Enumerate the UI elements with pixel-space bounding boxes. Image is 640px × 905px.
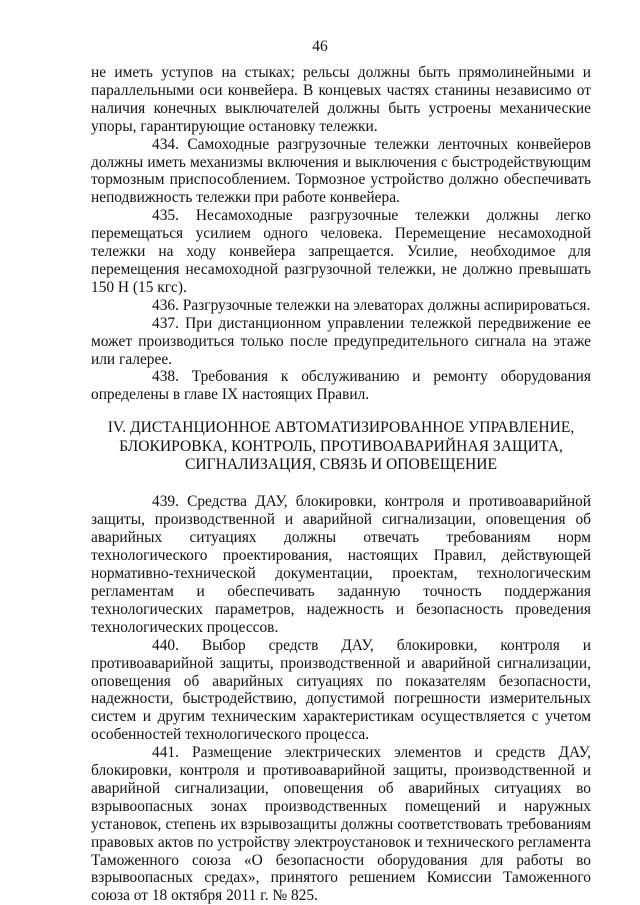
paragraph-440: 440. Выбор средств ДАУ, блокировки, контроля и противоаварийной защиты, производственной и аварийной сигнализации, оповещения об аварийных ситуациях по показателям безопасности, надежности, быстродействию, допустимой погрешности измерительных систем и другим техническим характеристикам осуществляется с учетом особенностей технологического процесса.	[91, 636, 591, 744]
paragraph-439: 439. Средства ДАУ, блокировки, контроля и противоаварийной защиты, производственной и аварийной сигнализации, оповещения об аварийных ситуациях должны отвечать требованиям норм технологического проектирования, настоящих Правил, действующей нормативно-технической документации, проектам, технологическим регламентам и обеспечивать заданную точность поддержания технологических параметров, надежность и безопасность проведения технологических процессов.	[91, 493, 591, 636]
paragraph-434: 434. Самоходные разгрузочные тележки ленточных конвейеров должны иметь механизмы включения и выключения с быстродействующим тормозным приспособлением. Тормозное устройство должно обеспечивать неподвижность тележки при работе конвейера.	[91, 135, 591, 207]
section-heading-line-1: IV. ДИСТАНЦИОННОЕ АВТОМАТИЗИРОВАННОЕ УПРАВЛЕНИЕ,	[107, 419, 575, 437]
paragraph-436: 436. Разгрузочные тележки на элеваторах должны аспирироваться.	[152, 296, 591, 314]
section-heading	[91, 419, 591, 474]
paragraph-437: 437. При дистанционном управлении тележкой передвижение ее может производиться только после предупредительного сигнала на этаже или галерее.	[91, 314, 591, 368]
document-body	[91, 64, 591, 905]
paragraph-435: 435. Несамоходные разгрузочные тележки должны легко перемещаться усилием одного человека. Перемещение несамоходной тележки на ходу конвейера запрещается. Усилие, необходимое для перемещения несамоходной разгрузочной тележки, не должно превышать 150 Н (15 кгс).	[91, 207, 591, 296]
paragraph-continuation: не иметь уступов на стыках; рельсы должны быть прямолинейными и параллельными оси конвейера. В концевых частях станины независимо от наличия конечных выключателей должны быть устроены механические упоры, гарантирующие остановку тележки.	[91, 64, 591, 135]
paragraph-438: 438. Требования к обслуживанию и ремонту оборудования определены в главе IX настоящих Правил.	[91, 368, 591, 404]
page-number: 46	[312, 38, 328, 55]
paragraph-441: 441. Размещение электрических элементов и средств ДАУ, блокировки, контроля и противоаварийной защиты, производственной и аварийной сигнализации, оповещения об аварийных ситуациях во взрывоопасных зонах производственных помещений и наружных установок, степень их взрывозащиты должны соответствовать требованиям правовых актов по устройству электроустановок и технического регламента Таможенного союза «О безопасности оборудования для работы во взрывоопасных средах», принятого решением Комиссии Таможенного союза от 18 октября 2011 г. № 825.	[91, 744, 591, 905]
section-heading-line-3: СИГНАЛИЗАЦИЯ, СВЯЗЬ И ОПОВЕЩЕНИЕ	[184, 456, 498, 474]
section-heading-line-2: БЛОКИРОВКА, КОНТРОЛЬ, ПРОТИВОАВАРИЙНАЯ ЗАЩИТА,	[119, 437, 563, 455]
